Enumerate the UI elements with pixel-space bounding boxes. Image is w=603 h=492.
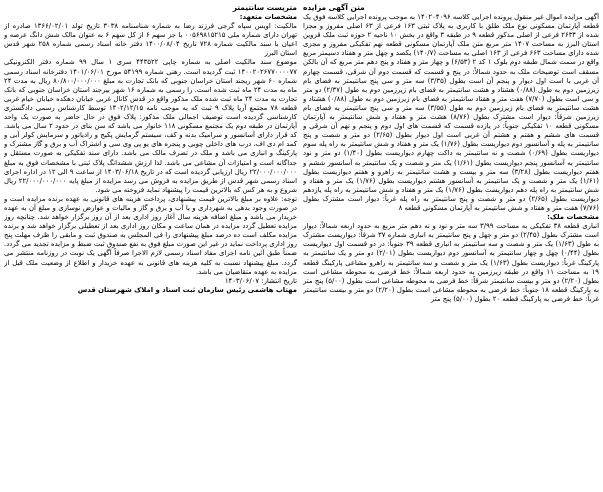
owner-details: مالکیت: اویس سپاه گرجی فرزند رضا به شماره شناسنامه ۳۰۳۸ تاریخ تولد ۱۳۶۶/۰۲/۰۱ صادره از تهران دارای شماره ملی ۰۰۵۶۹۸۱۵۲۱۵ با جز سهم ۶ از کل سهم ۶ به عنوان مالک شش دانگ عرصه و اعیان با سند مالکیت شماره ۷۲۸ تاریخ ۱۴۰۰/۰۸/۰۴ دفتر خانه اسناد رسمی شماره ۲۵۸ شهر قدس استان البرز <box>4 22 297 58</box>
notice-right-column <box>303 3 599 489</box>
left-title: متریست سانتیمتر <box>232 3 297 12</box>
notice-left-column <box>4 3 297 489</box>
appraisal-details: موضوع سند مالکیت اصلی به شماره چاپی ۴۴۳۵۲۲ سری ۱ سال ۹۹ شماره دفتر الکترونیکی ۱۴۰۰۲۰۲۶۷۷۰۰۰۰۷۷ ثبت گردیده است. رهنی شماره ۵۴۱۹۹ مورخ ۱۴۰۱/۰۶/۰۱ دفترخانه اسناد رسمی شماره ۶۰ شهر ریجند استان خراسان جنوبی که بانک تجارت به مبلغ ۸۰/۸۰۰/۰۰۰/۰۰۰ ریال به مدت ۲۴ ماه به مدت ۲۴ ماه ثبت شده است. را رسمی به شماره ۱۶ شهر بیرجند استان خراسان جنوبی که بانک تجارت به مدت ۲۴ ماه ثبت شده ملک مذکور واقع در قدس کانال غربی خیابان دهکده خیابان خیام غربی قطعه ۷۸ مجتمع آریا پلاک ۹ ثبت که به موجب نامه ۱۴۰۲/۱۲/۱۵ توسط کارشناس رسمی دادگستری کارشناسی گردیده است توصیف اجمالی ملک مذکور: پلاک فوق در حال حاضر به صورت یک واحد آپارتمان در طبقه دوم یک مجتمع مسکونی ۱۱۸ خانوار می باشد که سن بنای در حدود ۲ سال می باشد. کد قرار دارای آسانسور و سرامیک بدنه و کف، سیستم گرمایش پکیج و رادیاتور و سرمایش کولر آبی و کمد ام دی اف، درب های داخلی چوبی و پنجره های یو پی وی سی و اشتراک آب و برق و گاز مشترک و پارکینگ و انباری می باشد و ملک در تصرف مالک می باشد. دارای سند تفکیکی به صورت مستقل و جداگانه است و امتیازات آن مشاعی می باشد. لذا ارزش ششدانگ پلاک ثبتی با مشخصات فوق به مبلغ ۲۲/۰۰۰/۰۰۰/۰۰۰ ریال ارزیابی گردیده است که در تاریخ ۱۴۰۳/۰۶/۱۸ از ساعت ۹ الی ۱۲ در اداره اجرای اسناد رسمی شهر قدس از طریق مزایده به فروش می رسد مزایده از مبلغ پایه ۲۲/۰۰۰/۰۰۰/۰۰۰ ریال شروع و به هر کس که بالاترین قیمت را پیشنهاد نماید فروخته می شود. <box>4 58 297 194</box>
storage-parking-description: انباری قطعه ۳۸ تفکیکی به مساحت ۳/۹۹ سه متر و نود و نه دهم متر مربع به حدود اربعه شمالاً: دیوار است مشترک بطول (۲/۴۵) دو متر و چهل و پنج سانتیمتر به انباری شماره ۳۷ شرقاً: دیواریست مشترک به طول (۱/۶۳) یک متر و شصت و سه سانتیمتر به انباری قطعه ۳۹ جنوباً: در دو قسمت اول دیواریست بطول (۰/۴۴) چهل و چهار سانتیمتر به آسانسور دوم دیواریست بطول (۲/۰۱) دو متر و یک سانتیمتر به پارکینگ غرباً: دیواریست بطول (۱/۶۳) یک متر و شصت و سه سانتیمتر به راهرو مشاعی پارکینگ قطعه ۱۹ به مساحت ۱۱ واقع در طبقه زیرزمین به حدود اربعه شمالاً: خط فرضی به محوطه مشاعی است بطول (۲/۲۰) دو متر و بیست سانتیمتر شرقاً: خط فرضی به محوطه مشاعی است بطول (۵/۰۰) پنج متر به پارکینگ قطعه ۱۸ جنوباً: خط فرضی به محوطه مشاعی است بطول (۲/۲۰) دو متر و بیست سانتیمتر غرباً: خط فرضی به پارکینگ قطعه ۲۰ بطول (۵/۰۰) پنج متر <box>303 222 599 303</box>
property-section-heading: مشخصات ملک: <box>547 213 599 222</box>
auction-conditions: توجه: علاوه بر مبلغ بالاترین قیمت پیشنهادی، پرداخت هزینه های قانونی به عهده برنده مزایده است و در صورت وجود بدهی به شهرداری و یا آب و برق و گاز و مالیات و عوارض نوسازی و مبلغ آن به عهده خریدار می باشد و مبلغ اضافه هزینه سال آغاز روز اداری بعد از آن روز برگزار خواهد شد. چنانچه روز مزایده تعطیل گردد مزایده در همان ساعت و مکان روز اداری بعد از تعطیلی برگزار خواهد شد و برنده مزایده مکلف است ده درصد مبلغ پیشنهادی را فی المجلس به صندوق ثبت و مابقی را ظرف مهلت پنج روز اداری پرداخت نماید در غیر این صورت مبلغ فوق به نفع صندوق ثبت ضبط و مزایده تجدید می گردد. ضمناً طبق آئین نامه اجرای مفاد اسناد رسمی لازم الاجرا صرفاً آگهی یک نوبت در روزنامه منتشر می گردد. مبلغ پیشنهاد نسبت به کلیه هزینه های قانونی به عهده خریدار و اطلاع از وضعیت ملک قبل از مزایده به عهده متقاضیان می باشد. <box>4 194 297 276</box>
publication-date: تاریخ انتشار: ۱۴۰۳/۰۶/۰۷ <box>224 276 297 285</box>
notice-columns <box>4 3 599 489</box>
notice-heading: متن آگهی مزایده <box>303 3 365 12</box>
property-description: آگهی مزایده اموال غیر منقول پرونده اجرایی کلاسه ۱۴۰۲۰۴۰۹۶ به موجب پرونده اجرایی کلاسه فوق یک قطعه آپارتمان مسکونی نوع ملک طلق با کاربری به پلاک ثبتی ۱۶۳ فرعی از ۶۳ اصلی مفروز و مجزا شده از ۲۶۳۴ فرعی از اصلی مذکور قطعه ۹ در طبقه ۳ واقع در بخش ۱۰ ناحیه ۲ حوزه ثبت ملک قزوین استان البرز به مساحت ۱۴۰۷ متر مربع متن ملک آپارتمان مسکونی قطعه نهم تفکیکی مفروز و مجزی شده دارای مساحت ۶۶۳ فرعی از ۱۶۳ اصلی به مساحت (۱۴۰/۷) یکصد و چهل متر و هفتاد دسیمتر مربع واقع در سمت شمال طبقه دوم بلوک ۱ کد ۲ (۶/۵۳) و چهار متر و هفتاد و پنج دهم متر مربع که آن بالکن مسقف است توضیحات ملک به حدود شمالاً: در پنج و قسمت که قسمت دوم آن شرقی، قسمت چهارم آن غربی با است اول دیوار و پنجم آن است بطول (۳/۳۵) سه متر و سی پنج سانتیمتر به فضای بام زیرزمین دوم به طول (۰/۸۸) هشتاد و هشت سانتیمتر به فضای بام زیرزمین دوم به طول (۲/۳۷) دو متر و سی است بطول (۷/۷۰) هفت متر و هفتاد سانتیمتر به فضای بام زیرزمین دوم به طول (۰/۸۸) هشتاد و هشت سانتیمتر به فضای بام زیرزمین دوم به طول (۳/۵۵) سه متر و سی پنج سانتیمتر به فضای بام زیرزمین شرقاً: دیوار است مشترک بطول (۸/۷۶) هشت متر و هفتاد و شش سانتیمتر به آپارتمان مسکونی قطعه ۱۰ تفکیکی جنوباً: در یازده قسمت که قسمت های اول دوم و پنجم و نهم آن شرقی و قسمت های ششم و هفتم و هشتم آن غربی است اول دیوار بطول (۲/۶۵) دو متر و شصت و پنج سانتیمتر به پله و آسانسور دوم دیواریست بطول (۱/۷۶) یک متر و هفتاد و شش سانتیمتر به راه پله سوم دیواریست بطول (۰/۶۹) شصت و نه سانتیمتر به داکت چهارم دیواریست بطول (۱/۴۰) دو متر و نود سانتیمتر به آسانسور پنجم دیواریست بطول (۱/۶۱) یک متر و شصت و یک سانتیمتر به آسانسور ششم و هفتم دیواریست بطول (۳/۲۸) سه متر و بیست و هشت سانتیمتر به راهرو و هفتم دیواریست بطول (۱/۶۱) یک متر و شصت و یک سانتیمتر به آسانسور هشتم دیواریست بطول (۱/۷۶) یک متر و هفتاد و شش سانتیمتر به راه پله دهم دیواریست بطول (۱/۷۶) یک متر و هفتاد و شش سانتیمتر به راه پله یازدهم دیواریست بطول (۲/۶۵) دو متر و شصت و پنج سانتیمتر به راه پله غرباً: دیوار است مشترک بطول (۷/۷۶) هفت متر و هفتاد و شش سانتیمتر به آپارتمان مسکونی قطعه ۸ <box>303 13 599 212</box>
obligor-heading: مشخصات متعهد: <box>239 13 297 21</box>
signature-line: مهتاب هاشمی رئیس سازمان ثبت اسناد و املاک شهرستان قدس <box>77 285 297 294</box>
